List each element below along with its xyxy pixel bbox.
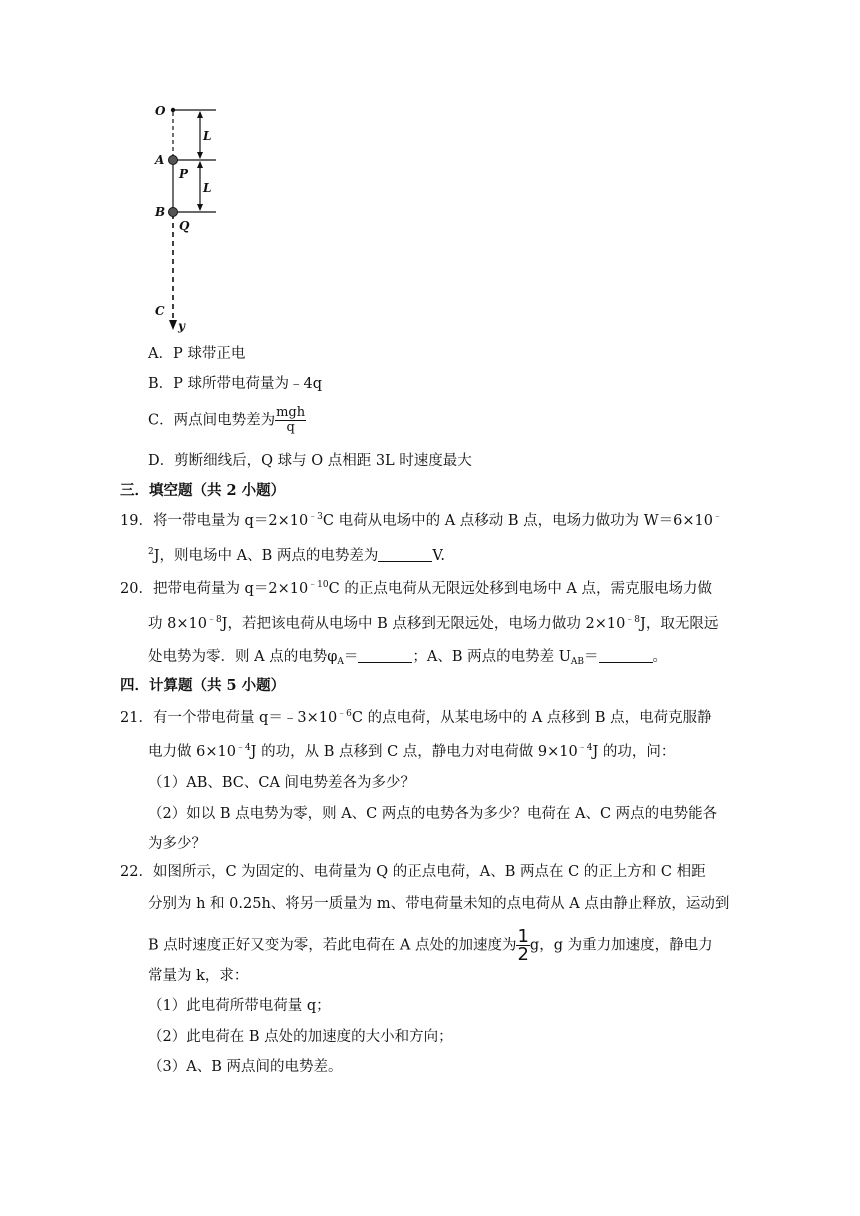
- q20-text: C 的正点电荷从无限远处移到电场中 A 点，需克服电场力做: [328, 581, 713, 597]
- label-p: P: [179, 167, 189, 181]
- exponent: ﹣4: [577, 743, 593, 753]
- exponent: ﹣8: [206, 615, 222, 625]
- exponent: 2: [148, 547, 154, 557]
- label-a: A: [155, 153, 165, 167]
- answer-blank[interactable]: [378, 547, 432, 562]
- q21-text: J 的功，问：: [592, 744, 676, 760]
- q22-line2: 分别为 h 和 0.25h、将另一质量为 m、带电荷量未知的点电荷从 A 点由静止释放，运动到: [148, 896, 730, 912]
- q21-text: C 的点电荷，从某电场中的 A 点移到 B 点，电荷克服静: [351, 710, 712, 726]
- label-q: Q: [179, 219, 190, 233]
- q20-text: 。: [652, 649, 668, 665]
- q19-text: 19．将一带电量为 q＝2×10: [120, 513, 309, 529]
- answer-blank-uab[interactable]: [599, 648, 653, 663]
- option-c-text: C．两点间电势差为: [148, 412, 276, 429]
- q21-part1: （1）AB、BC、CA 间电势差各为多少？: [148, 775, 416, 791]
- q21-text: 21．有一个带电荷量 q＝﹣3×10: [120, 710, 338, 726]
- option-a: A．P 球带正电: [148, 346, 246, 362]
- q20-text: J，取无限远: [640, 616, 719, 632]
- fraction-one-half: [516, 928, 529, 963]
- q22-part3: （3）A、B 两点间的电势差。: [148, 1059, 343, 1075]
- exponent: ﹣: [713, 512, 723, 522]
- option-d: D．剪断细线后，Q 球与 O 点相距 3L 时速度最大: [148, 453, 472, 469]
- q20-text: 20．把带电荷量为 q＝2×10: [120, 581, 309, 597]
- q21-line1: [120, 708, 712, 728]
- q19-text: J，则电场中 A、B 两点的电势差为: [153, 548, 379, 564]
- answer-blank-phi-a[interactable]: [358, 648, 412, 663]
- q22-part1: （1）此电荷所带电荷量 q；: [148, 998, 331, 1014]
- frac-numerator: mgh: [276, 405, 306, 420]
- q21-part2: （2）如以 B 点电势为零，则 A、C 两点的电势各为多少？电荷在 A、C 两点的电势能各: [148, 806, 718, 822]
- exponent: ﹣4: [235, 743, 251, 753]
- q20-text: ＝: [343, 649, 359, 665]
- exponent: ﹣10: [308, 580, 329, 590]
- q22-line3: [148, 928, 713, 963]
- q21-text: 电力做 6×10: [148, 744, 236, 760]
- q21-part2-cont: 为多少？: [148, 836, 206, 852]
- q22-part2: （2）此电荷在 B 点处的加速度的大小和方向；: [148, 1029, 453, 1045]
- q20-text: 处电势为零．则 A 点的电势φ: [148, 649, 338, 665]
- label-b: B: [155, 205, 166, 219]
- q20-text: 功 8×10: [148, 616, 207, 632]
- q20-text: ；A、B 两点的电势差 U: [412, 649, 571, 665]
- section-heading-calculation: 四．计算题（共 5 小题）: [120, 677, 286, 694]
- label-o: O: [155, 104, 166, 118]
- physics-figure: [140, 98, 250, 340]
- q21-line2: [148, 742, 675, 762]
- subscript: AB: [570, 657, 585, 667]
- label-l-upper: L: [203, 129, 212, 143]
- q19-line2: [148, 546, 445, 566]
- exponent: ﹣8: [625, 615, 641, 625]
- frac-denominator: q: [286, 420, 295, 435]
- q20-line2: [148, 614, 718, 634]
- label-l-lower: L: [203, 181, 212, 195]
- q19-text: C 电荷从电场中的 A 点移动 B 点，电场力做功为 W＝6×10: [322, 513, 714, 529]
- frac-numerator: 1: [517, 926, 529, 947]
- label-y: y: [178, 319, 185, 333]
- subscript: A: [337, 657, 344, 667]
- q22-line4: 常量为 k，求：: [148, 968, 249, 984]
- option-b: B．P 球所带电荷量为﹣4q: [148, 376, 323, 392]
- q20-text: J，若把该电荷从电场中 B 点移到无限远处，电场力做功 2×10: [221, 616, 626, 632]
- option-c: [148, 406, 306, 435]
- q22-line1: 22．如图所示，C 为固定的、电荷量为 Q 的正点电荷，A、B 两点在 C 的正上方和 C 相距: [120, 864, 706, 880]
- q20-line3: [148, 647, 667, 667]
- section-heading-fill-in: 三．填空题（共 2 小题）: [120, 482, 286, 499]
- fraction-mgh-over-q: [275, 406, 306, 435]
- frac-denominator: 2: [517, 944, 529, 965]
- exponent: ﹣3: [308, 512, 323, 522]
- q20-line1: [120, 579, 712, 599]
- q22-text: B 点时速度正好又变为零，若此电荷在 A 点处的加速度为: [148, 937, 517, 954]
- q20-text: ＝: [584, 649, 599, 665]
- q22-text: g，g 为重力加速度，静电力: [529, 937, 713, 954]
- q21-text: J 的功，从 B 点移到 C 点，静电力对电荷做 9×10: [250, 744, 578, 760]
- q19-unit: V.: [432, 548, 445, 564]
- q19-line1: [120, 511, 722, 531]
- exponent: ﹣6: [337, 709, 352, 719]
- label-c: C: [155, 304, 165, 318]
